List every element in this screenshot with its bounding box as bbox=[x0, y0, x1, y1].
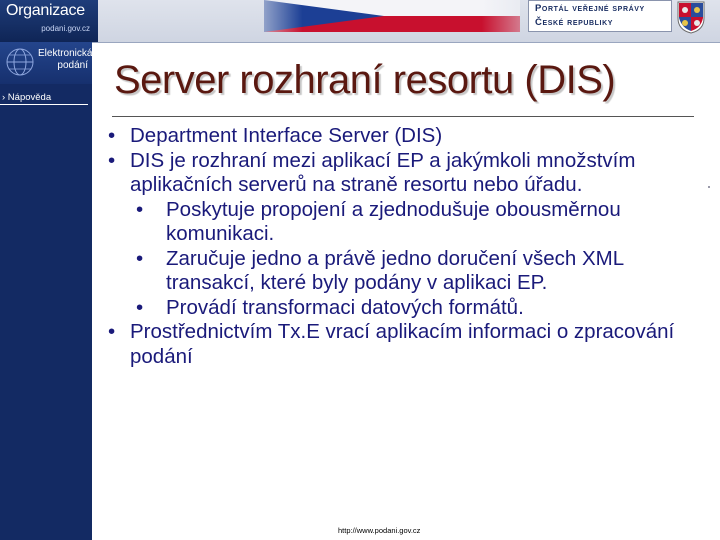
sub-bullet-item bbox=[96, 198, 696, 247]
sidebar-item-help-label: › Nápověda bbox=[2, 92, 52, 103]
org-title: Organizace bbox=[6, 2, 85, 19]
sub-bullet-item bbox=[96, 296, 696, 321]
portal-title-line2: České republiky bbox=[535, 17, 614, 28]
bullet-icon: • bbox=[136, 295, 144, 319]
bullet-text: Prostřednictvím Tx.E vrací aplikacím informaci o zpracování podání bbox=[130, 320, 675, 368]
bullet-icon: • bbox=[136, 246, 144, 270]
bullet-list bbox=[96, 124, 696, 369]
bullet-text: Zaručuje jedno a právě jedno doručení všech XML transakcí, které byly podány v aplikaci EP. bbox=[166, 246, 624, 294]
bullet-text: Provádí transformaci datových formátů. bbox=[166, 295, 524, 319]
bullet-item bbox=[96, 320, 696, 369]
ep-label bbox=[38, 48, 93, 72]
bullet-text: DIS je rozhraní mezi aplikací EP a jakýmkoli množstvím aplikačních serverů na straně resortu nebo úřadu. bbox=[130, 148, 636, 196]
title-divider bbox=[112, 116, 694, 117]
bullet-item bbox=[96, 124, 696, 149]
bullet-text: Department Interface Server (DIS) bbox=[130, 124, 443, 147]
bullet-icon: • bbox=[108, 124, 116, 147]
footer-url[interactable]: http://www.podani.gov.cz bbox=[338, 526, 421, 535]
slide-title: Server rozhraní resortu (DIS) bbox=[114, 58, 616, 102]
sub-bullet-item bbox=[96, 247, 696, 296]
sidebar-ep-logo[interactable] bbox=[0, 42, 92, 84]
bullet-icon: • bbox=[136, 197, 144, 221]
portal-title-line1: Portál veřejné správy bbox=[535, 3, 645, 14]
coat-of-arms-icon bbox=[676, 0, 706, 34]
top-banner bbox=[0, 0, 720, 43]
globe-icon bbox=[4, 46, 36, 78]
bullet-icon: • bbox=[108, 148, 116, 172]
bullet-text: Poskytuje propojení a zjednodušuje obousměrnou komunikaci. bbox=[166, 197, 621, 245]
decorative-dot bbox=[708, 186, 710, 188]
organization-logo[interactable] bbox=[0, 0, 98, 42]
ep-label-line1: Elektronická bbox=[38, 48, 93, 59]
sidebar-divider bbox=[0, 104, 88, 105]
sidebar bbox=[0, 42, 92, 540]
bullet-item bbox=[96, 149, 696, 198]
bullet-icon: • bbox=[108, 320, 116, 343]
org-url: podani.gov.cz bbox=[41, 24, 90, 33]
ep-label-line2: podání bbox=[57, 60, 88, 71]
portal-logo[interactable] bbox=[528, 0, 672, 32]
sidebar-item-help[interactable] bbox=[0, 91, 92, 105]
czech-flag-icon bbox=[264, 0, 520, 32]
